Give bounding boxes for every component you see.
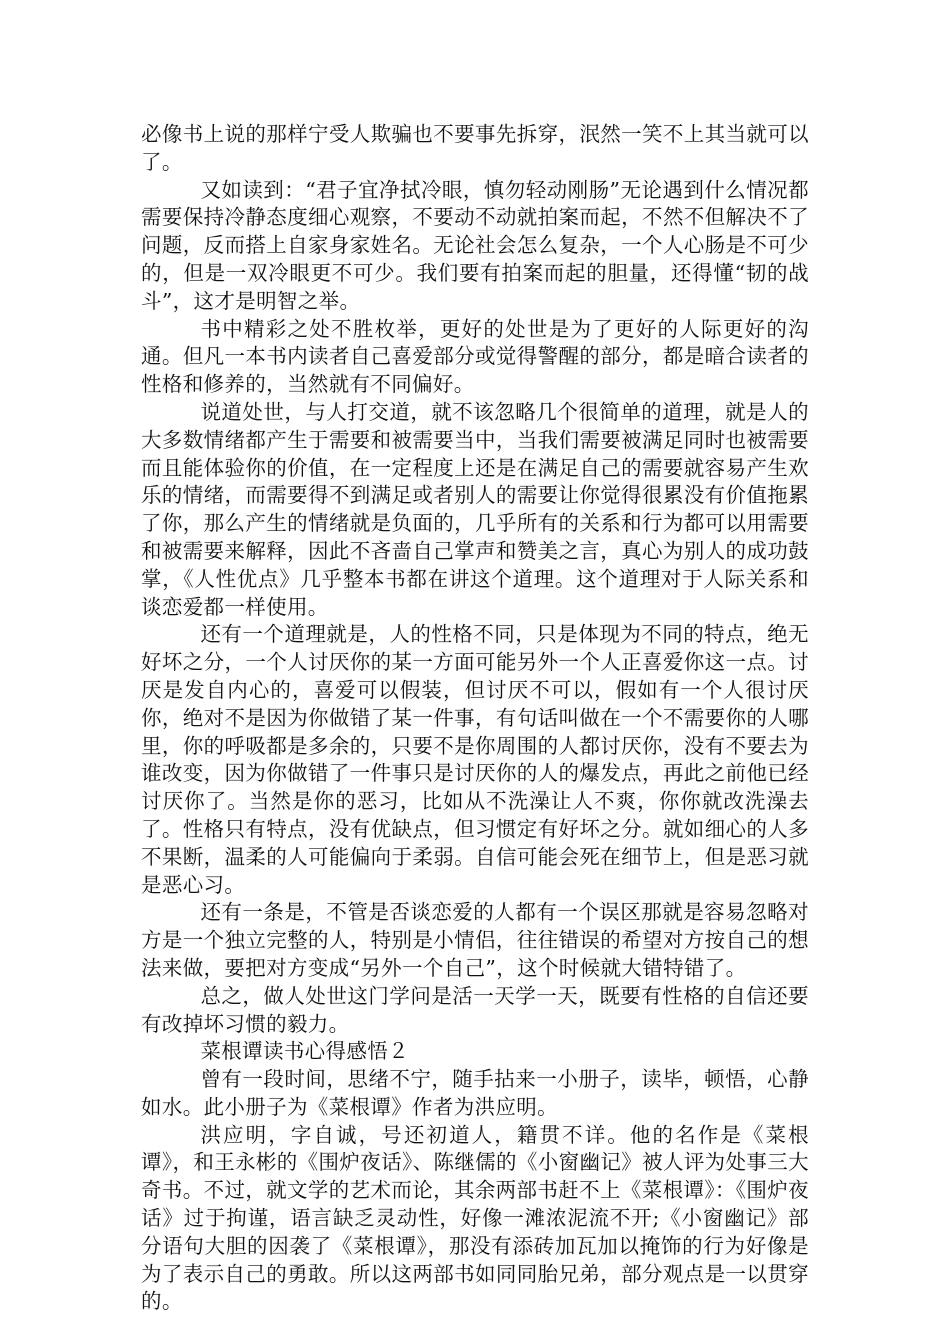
paragraph-personality: 还有一个道理就是，人的性格不同，只是体现为不同的特点，绝无好坏之分，一个人讨厌你的某一方面可能另外一个人正喜爱你这一点。讨厌是发自内心的，喜爱可以假装，但讨厌不可以，假如有一个人很讨厌你，绝对不是因为你做错了某一件事，有句话叫做在一个不需要你的人哪里，你的呼吸都是多余的，只要不是你周围的人都讨厌你，没有不要去为谁改变，因为你做错了一件事只是讨厌你的人的爆发点，再此之前他已经讨厌你了。当然是你的恶习，比如从不洗澡让人不爽，你你就改洗澡去了。性格只有特点，没有优缺点，但习惯定有好坏之分。就如细心的人多不果断，温柔的人可能偏向于柔弱。自信可能会死在细节上，但是恶习就是恶心习。 [141, 622, 809, 897]
paragraph-needs: 说道处世，与人打交道，就不该忽略几个很简单的道理，就是人的大多数情绪都产生于需要和被需要当中，当我们需要被满足同时也被需要而且能体验你的价值，在一定程度上还是在满足自己的需要就容易产生欢乐的情绪，而需要得不到满足或者别人的需要让你觉得很累没有价值拖累了你，那么产生的情绪就是负面的，几乎所有的关系和行为都可以用需要和被需要来解释，因此不吝啬自己掌声和赞美之言，真心为别人的成功鼓掌，《人性优点》几乎整本书都在讲这个道理。这个道理对于人际关系和谈恋爱都一样使用。 [141, 399, 809, 619]
paragraph-conclusion: 总之，做人处世这门学问是活一天学一天，既要有性格的自信还要有改掉坏习惯的毅力。 [141, 983, 809, 1036]
paragraph-misconception: 还有一条是，不管是否谈恋爱的人都有一个误区那就是容易忽略对方是一个独立完整的人，特别是小情侣，往往错误的希望对方按自己的想法来做，要把对方变成“另外一个自己”，这个时候就大错特错了。 [141, 900, 809, 980]
paragraph-intro-book: 曾有一段时间，思绪不宁，随手拈来一小册子，读毕，顿悟，心静如水。此小册子为《菜根谭》作者为洪应明。 [141, 1067, 809, 1119]
document-body [141, 121, 809, 1316]
section-heading: 菜根谭读书心得感悟２ [200, 1039, 409, 1064]
paragraph-continuation: 必像书上说的那样宁受人欺骗也不要事先拆穿，泯然一笑不上其当就可以了。 [141, 122, 809, 174]
paragraph-cold-eye: 又如读到：“君子宜净拭冷眼，慎勿轻动刚肠”无论遇到什么情况都需要保持冷静态度细心观察，不要动不动就拍案而起，不然不但解决不了问题，反而搭上自家身家姓名。无论社会怎么复杂，一个人心肠是不可少的，但是一双冷眼更不可少。我们要有拍案而起的胆量，还得懂“韧的战斗”，这才是明智之举。 [141, 177, 809, 313]
paragraph-highlights: 书中精彩之处不胜枚举，更好的处世是为了更好的人际更好的沟通。但凡一本书内读者自己喜爱部分或觉得警醒的部分，都是暗合读者的性格和修养的，当然就有不同偏好。 [141, 316, 809, 397]
paragraph-author: 洪应明，字自诚，号还初道人，籍贯不详。他的名作是《菜根谭》，和王永彬的《围炉夜话》、陈继儒的《小窗幽记》被人评为处事三大奇书。不过，就文学的艺术而论，其余两部书赶不上《菜根谭》：《围炉夜话》过于拘谨，语言缺乏灵动性，好像一滩浓泥流不开;《小窗幽记》部分语句大胆的因袭了《菜根谭》，那没有添砖加瓦加以掩饰的行为好像是为了表示自己的勇敢。所以这两部书如同同胎兄弟，部分观点是一以贯穿的。 [141, 1122, 809, 1314]
